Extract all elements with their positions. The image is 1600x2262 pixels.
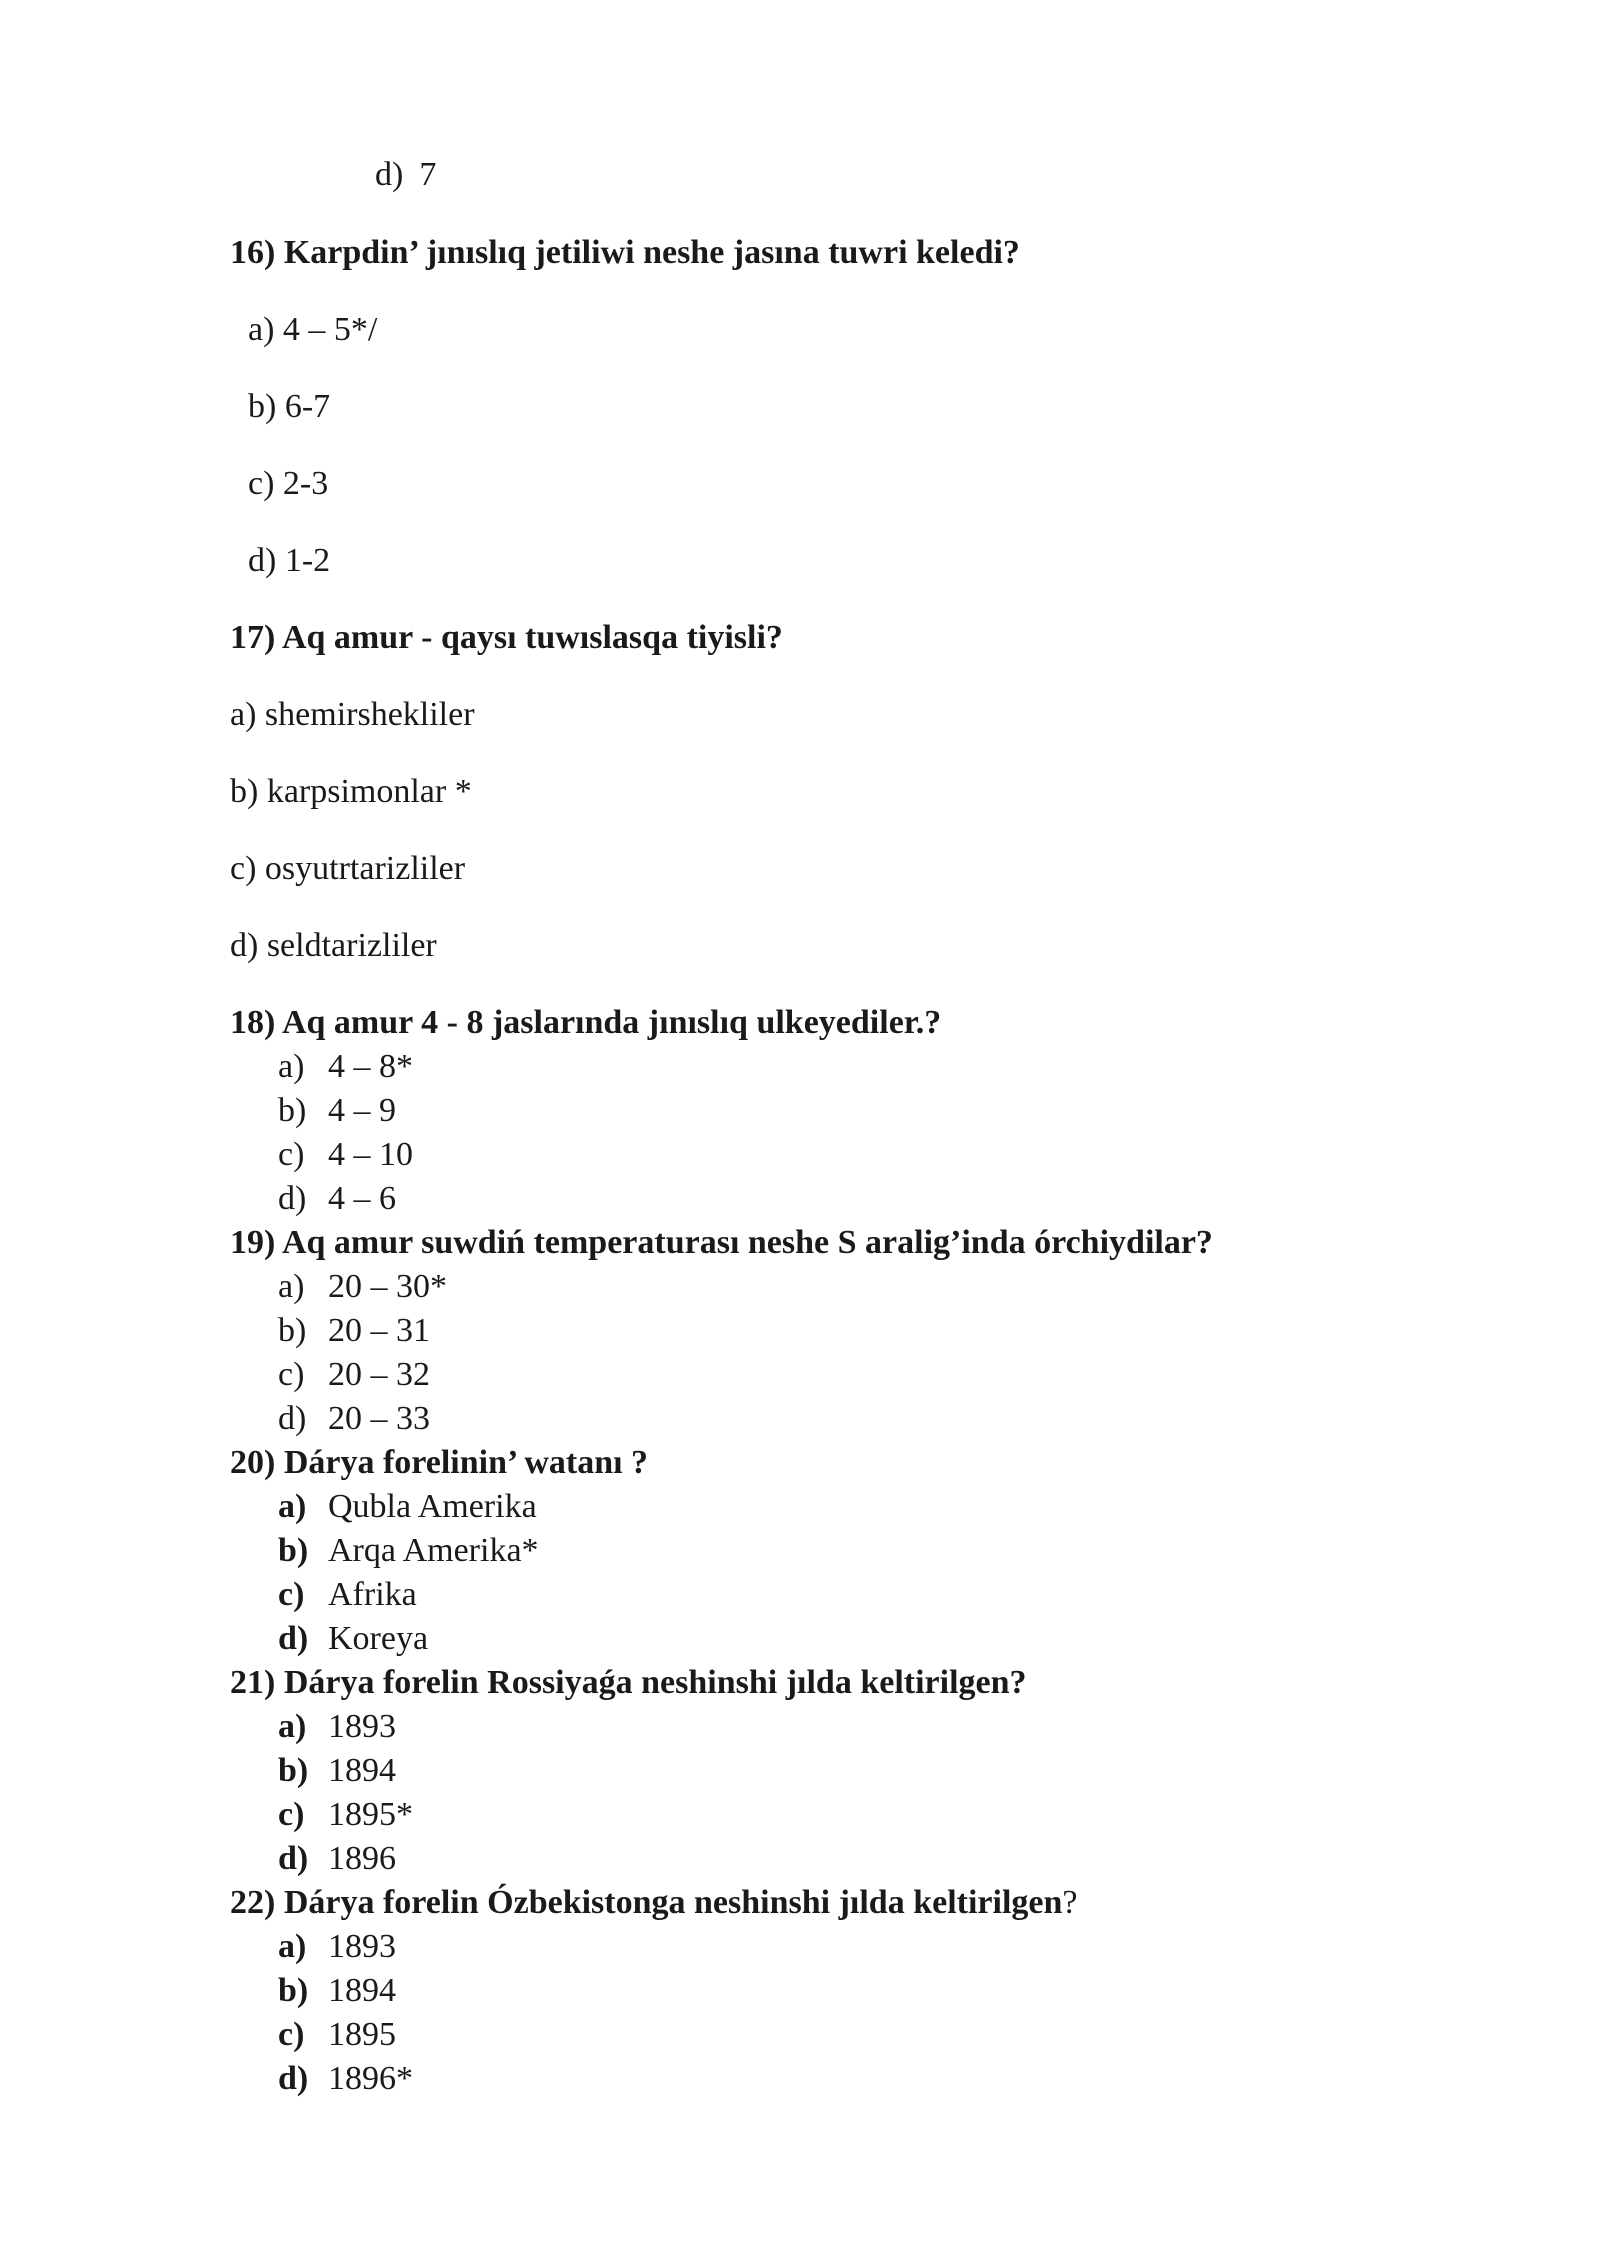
option-text: 4 – 8* — [328, 1048, 413, 1085]
option-label: c) — [278, 2016, 305, 2053]
option-label: d) — [278, 1620, 309, 1657]
option-label: d) — [248, 542, 277, 579]
option-text: Qubla Amerika — [328, 1488, 537, 1525]
option-label: a) — [278, 1268, 305, 1305]
question-21-option-b — [278, 1754, 396, 1788]
option-label: b) — [278, 1532, 309, 1569]
question-17-option-c — [230, 852, 465, 886]
option-label: b) — [278, 1972, 309, 2009]
option-label: d) — [278, 2060, 309, 2097]
question-22-option-b — [278, 1974, 396, 2008]
option-label: b) — [230, 773, 259, 810]
option-text: 1895* — [328, 1796, 413, 1833]
option-text: 1896* — [328, 2060, 413, 2097]
question-21-option-d — [278, 1842, 396, 1876]
option-text: 2-3 — [282, 465, 329, 502]
question-21-option-a — [278, 1710, 396, 1744]
question-17-option-b — [230, 775, 472, 809]
option-label: a) — [248, 311, 275, 348]
option-label: d) — [278, 1180, 307, 1217]
option-label: b) — [278, 1092, 307, 1129]
option-text: 7 — [419, 156, 437, 193]
option-text: 1895 — [328, 2016, 396, 2053]
option-label: c) — [278, 1576, 305, 1613]
question-19-option-c — [278, 1358, 430, 1392]
option-label: a) — [278, 1488, 307, 1525]
option-text: shemirshekliler — [264, 696, 475, 733]
option-text: 20 – 31 — [328, 1312, 430, 1349]
option-label: a) — [278, 1048, 305, 1085]
option-label: c) — [230, 850, 257, 887]
option-text: Arqa Amerika* — [328, 1532, 539, 1569]
option-text: 4 – 9 — [328, 1092, 396, 1129]
question-16-option-a — [248, 313, 377, 347]
option-label: c) — [278, 1796, 305, 1833]
option-text: 20 – 32 — [328, 1356, 430, 1393]
question-19-option-a — [278, 1270, 447, 1304]
option-label: c) — [278, 1356, 305, 1393]
question-22-option-c — [278, 2018, 396, 2052]
question-21-option-c — [278, 1798, 413, 1832]
option-text: 20 – 30* — [328, 1268, 447, 1305]
question-20-option-b — [278, 1534, 539, 1568]
option-text: 1894 — [328, 1972, 396, 2009]
question-22-option-d — [278, 2062, 413, 2096]
question-18-option-a — [278, 1050, 413, 1084]
question-16-option-b — [248, 390, 330, 424]
option-text: 4 – 5*/ — [282, 311, 378, 348]
option-d-fragment — [375, 158, 436, 192]
option-text: Koreya — [328, 1620, 429, 1657]
option-label: c) — [248, 465, 275, 502]
question-20-option-a — [278, 1490, 537, 1524]
question-16-option-c — [248, 467, 328, 501]
option-label: a) — [230, 696, 257, 733]
option-text: 1894 — [328, 1752, 396, 1789]
option-text: 1896 — [328, 1840, 396, 1877]
option-text: 6-7 — [284, 388, 331, 425]
question-16-option-d — [248, 544, 330, 578]
question-19-option-d — [278, 1402, 430, 1436]
option-label: d) — [375, 156, 404, 193]
option-label: d) — [230, 927, 259, 964]
question-22-option-a — [278, 1930, 396, 1964]
question-17-title: 17) Aq amur - qaysı tuwıslasqa tiyisli? — [230, 619, 783, 656]
question-20-option-d — [278, 1622, 428, 1656]
option-label: c) — [278, 1136, 305, 1173]
question-16-title: 16) Karpdin’ jınıslıq jetiliwi neshe jasına tuwri keledi? — [230, 234, 1020, 271]
option-text: Afrika — [328, 1576, 417, 1613]
option-label: d) — [278, 1400, 307, 1437]
question-17-option-d — [230, 929, 437, 963]
option-text: 1893 — [328, 1708, 396, 1745]
question-18-title: 18) Aq amur 4 - 8 jaslarında jınıslıq ulkeyediler.? — [230, 1004, 942, 1041]
question-20-option-c — [278, 1578, 417, 1612]
option-label: a) — [278, 1928, 307, 1965]
question-18-option-b — [278, 1094, 396, 1128]
option-label: a) — [278, 1708, 307, 1745]
question-17-option-a — [230, 698, 475, 732]
question-21-title: 21) Dárya forelin Rossiyaǵa neshinshi jılda keltirilgen? — [230, 1664, 1027, 1701]
question-mark: ? — [1062, 1884, 1078, 1921]
question-19-title: 19) Aq amur suwdiń temperaturası neshe S aralig’inda órchiydilar? — [230, 1224, 1213, 1261]
question-18-option-c — [278, 1138, 413, 1172]
option-text: 20 – 33 — [328, 1400, 430, 1437]
question-22-title — [230, 1886, 1078, 1920]
question-title-text: 22) Dárya forelin Ózbekistonga neshinshi jılda keltirilgen — [230, 1884, 1063, 1921]
option-text: 1-2 — [284, 542, 331, 579]
option-label: b) — [278, 1312, 307, 1349]
option-label: b) — [248, 388, 277, 425]
option-text: 4 – 6 — [328, 1180, 396, 1217]
option-text: seldtarizliler — [266, 927, 437, 964]
question-18-option-d — [278, 1182, 396, 1216]
option-text: karpsimonlar * — [266, 773, 472, 810]
question-19-option-b — [278, 1314, 430, 1348]
option-label: d) — [278, 1840, 309, 1877]
option-label: b) — [278, 1752, 309, 1789]
question-20-title: 20) Dárya forelinin’ watanı ? — [230, 1444, 649, 1481]
option-text: 4 – 10 — [328, 1136, 413, 1173]
option-text: 1893 — [328, 1928, 396, 1965]
option-text: osyutrtarizliler — [264, 850, 466, 887]
